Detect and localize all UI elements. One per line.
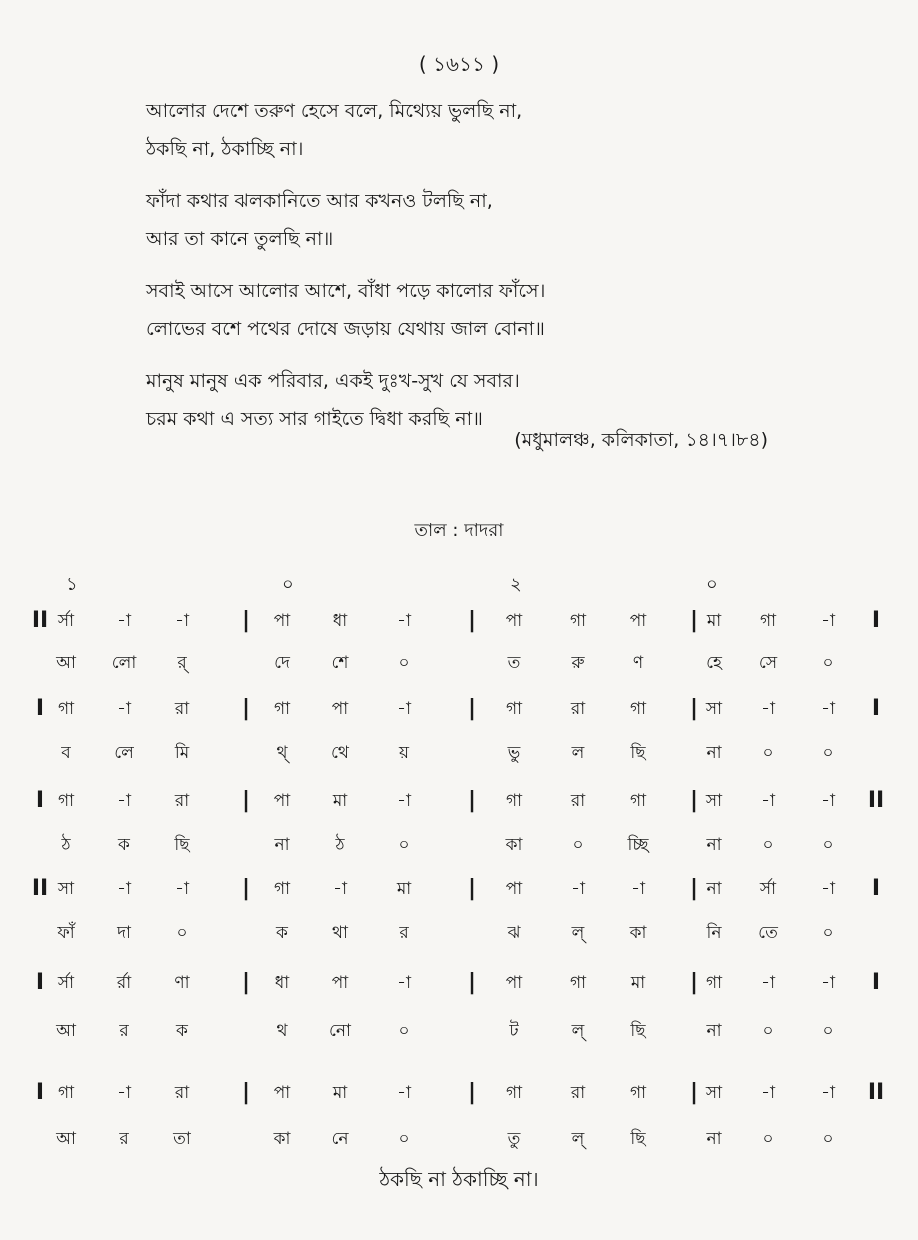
- swara-row: [0, 970, 918, 1000]
- swara-row: [0, 696, 918, 726]
- lyric-syllable: য়: [398, 743, 409, 763]
- bar-divider: |: [689, 788, 699, 813]
- swara-note: মা: [706, 611, 722, 631]
- bar-divider: |: [689, 608, 699, 633]
- swara-note: ণা: [174, 973, 190, 993]
- lyric-syllable: ক: [176, 1021, 188, 1041]
- lyric-syllable: ০: [398, 653, 410, 673]
- bar-divider: |: [467, 970, 477, 995]
- beat-mark: ২: [510, 574, 522, 595]
- swara-note: পা: [273, 1083, 291, 1103]
- bar-start: II: [31, 876, 49, 901]
- lyric-syllable-row: [0, 1018, 918, 1048]
- swara-note: -া: [761, 699, 775, 719]
- lyric-syllable: ০: [398, 1129, 410, 1149]
- swara-note: -া: [761, 973, 775, 993]
- swara-note: পা: [331, 973, 349, 993]
- lyric-syllable: ০: [176, 923, 188, 943]
- lyric-syllable: মি: [174, 743, 190, 763]
- lyric-syllable: থ: [276, 1021, 288, 1041]
- bar-start: I: [35, 696, 45, 721]
- bar-divider: |: [241, 608, 251, 633]
- swara-note: রা: [174, 699, 190, 719]
- swara-note: পা: [505, 879, 523, 899]
- swara-note: পা: [273, 611, 291, 631]
- swara-note: গা: [705, 973, 723, 993]
- swara-note: -া: [117, 879, 131, 899]
- swara-note: -া: [397, 973, 411, 993]
- lyric-syllable-row: [0, 650, 918, 680]
- swara-note: গা: [273, 879, 291, 899]
- swara-row: [0, 788, 918, 818]
- swara-note: -া: [821, 791, 835, 811]
- swara-note: গা: [569, 611, 587, 631]
- bar-end: I: [871, 608, 881, 633]
- beat-marks: [0, 570, 918, 600]
- swara-note: -া: [821, 611, 835, 631]
- lyric-syllable: ছি: [630, 1021, 646, 1041]
- lyric-syllable: ভু: [507, 743, 521, 763]
- swara-note: -া: [117, 699, 131, 719]
- swara-note: -া: [397, 611, 411, 631]
- swara-note: -া: [761, 1083, 775, 1103]
- swara-note: গা: [57, 699, 75, 719]
- swara-note: গা: [629, 1083, 647, 1103]
- swara-note: পা: [629, 611, 647, 631]
- lyric-line: আলোর দেশে তরুণ হেসে বলে, মিথ্যেয় ভুলছি না,: [146, 100, 523, 122]
- source-citation: (মধুমালঞ্চ, কলিকাতা, ১৪।৭।৮৪): [514, 429, 768, 451]
- lyric-syllable: সে: [758, 653, 778, 673]
- bar-end: I: [871, 876, 881, 901]
- swara-note: -া: [821, 1083, 835, 1103]
- bar-divider: |: [689, 970, 699, 995]
- swara-note: গা: [629, 699, 647, 719]
- lyric-syllable: র্: [177, 653, 187, 673]
- lyric-syllable: ঝ: [507, 923, 521, 943]
- lyric-syllable: ব: [61, 743, 71, 763]
- swara-note: -া: [631, 879, 645, 899]
- swara-note: মা: [630, 973, 646, 993]
- lyric-syllable: ক: [276, 923, 288, 943]
- lyric-syllable: ণ: [632, 653, 644, 673]
- lyric-syllable: কা: [505, 835, 523, 855]
- lyric-syllable: শে: [331, 653, 349, 673]
- taal-heading: তাল : দাদরা: [414, 520, 504, 541]
- lyric-syllable: ০: [822, 1021, 834, 1041]
- bar-divider: |: [467, 1080, 477, 1105]
- lyric-syllable: তে: [758, 923, 778, 943]
- stanza-3: [146, 272, 806, 348]
- bar-divider: |: [241, 970, 251, 995]
- bar-divider: |: [689, 1080, 699, 1105]
- swara-note: রা: [570, 699, 586, 719]
- lyric-line: সবাই আসে আলোর আশে, বাঁধা পড়ে কালোর ফাঁসে।: [146, 280, 546, 302]
- lyric-syllable: নি: [706, 923, 722, 943]
- bar-divider: |: [689, 876, 699, 901]
- lyric-syllable: ঠ: [335, 835, 345, 855]
- swara-note: সা: [705, 1083, 723, 1103]
- lyric-syllable: ০: [762, 1129, 774, 1149]
- lyric-syllable: আ: [56, 1129, 76, 1149]
- swara-note: গা: [505, 699, 523, 719]
- coda-line: ঠকছি না ঠকাচ্ছি না।: [379, 1167, 539, 1191]
- lyrics-block: [146, 92, 806, 452]
- swara-note: পা: [331, 699, 349, 719]
- swara-note: -া: [397, 699, 411, 719]
- lyric-syllable: ক: [118, 835, 130, 855]
- lyric-syllable: থে: [331, 743, 349, 763]
- lyric-syllable: ঠ: [61, 835, 71, 855]
- lyric-line: লোভের বশে পথের দোষে জড়ায় যেথায় জাল বোনা॥: [146, 318, 545, 340]
- bar-divider: |: [467, 876, 477, 901]
- beat-mark: ০: [282, 574, 294, 595]
- lyric-syllable: তা: [173, 1129, 191, 1149]
- lyric-syllable: ০: [762, 835, 774, 855]
- lyric-syllable: র: [119, 1021, 129, 1041]
- swara-note: পা: [505, 611, 523, 631]
- lyric-syllable: কা: [273, 1129, 291, 1149]
- bar-start: I: [35, 788, 45, 813]
- swara-note: মা: [396, 879, 412, 899]
- swara-note: -া: [175, 611, 189, 631]
- swara-note: -া: [397, 791, 411, 811]
- lyric-line: চরম কথা এ সত্য সার গাইতে দ্বিধা করছি না॥: [146, 408, 483, 430]
- lyric-syllable: আ: [56, 653, 76, 673]
- lyric-syllable: না: [706, 743, 722, 763]
- lyric-syllable-row: [0, 740, 918, 770]
- swara-note: পা: [273, 791, 291, 811]
- swara-note: -া: [117, 1083, 131, 1103]
- lyric-syllable: ০: [762, 1021, 774, 1041]
- lyric-syllable: লে: [114, 743, 134, 763]
- swara-note: র্সা: [57, 973, 75, 993]
- swara-note: রা: [570, 1083, 586, 1103]
- lyric-syllable: না: [274, 835, 290, 855]
- bar-start: I: [35, 1080, 45, 1105]
- bar-divider: |: [689, 696, 699, 721]
- lyric-syllable: নে: [331, 1129, 349, 1149]
- bar-divider: |: [467, 696, 477, 721]
- swara-row: [0, 1080, 918, 1110]
- lyric-syllable: ০: [398, 1021, 410, 1041]
- lyric-syllable-row: [0, 1126, 918, 1156]
- bar-end: II: [867, 788, 885, 813]
- lyric-syllable: ০: [398, 835, 410, 855]
- lyric-syllable: থ্: [276, 743, 288, 763]
- swara-note: সা: [57, 879, 75, 899]
- bar-end: I: [871, 970, 881, 995]
- lyric-syllable: আ: [56, 1021, 76, 1041]
- swara-row: [0, 608, 918, 638]
- lyric-syllable: ০: [822, 653, 834, 673]
- bar-divider: |: [241, 788, 251, 813]
- stanza-1: [146, 92, 806, 168]
- swara-note: ধা: [332, 611, 348, 631]
- bar-start: I: [35, 970, 45, 995]
- lyric-syllable: ল্: [571, 1021, 585, 1041]
- swara-note: মা: [332, 791, 348, 811]
- swara-note: মা: [332, 1083, 348, 1103]
- beat-mark: ১: [66, 574, 78, 595]
- bar-divider: |: [241, 696, 251, 721]
- lyric-syllable: র: [399, 923, 409, 943]
- lyric-syllable: ফাঁ: [57, 923, 75, 943]
- swara-note: গা: [569, 973, 587, 993]
- bar-divider: |: [241, 876, 251, 901]
- lyric-syllable: না: [706, 835, 722, 855]
- lyric-line: ঠকছি না, ঠকাচ্ছি না।: [146, 138, 304, 160]
- swara-note: -া: [761, 791, 775, 811]
- swara-note: -া: [117, 611, 131, 631]
- lyric-syllable: ছি: [174, 835, 190, 855]
- bar-end: II: [867, 1080, 885, 1105]
- swara-note: রা: [174, 791, 190, 811]
- swara-note: ধা: [274, 973, 290, 993]
- swara-note: -া: [117, 791, 131, 811]
- lyric-syllable: ল্: [571, 923, 585, 943]
- lyric-syllable: ০: [822, 923, 834, 943]
- lyric-syllable: নো: [329, 1021, 351, 1041]
- swara-note: গা: [505, 791, 523, 811]
- lyric-syllable: তু: [507, 1129, 521, 1149]
- lyric-syllable: ছি: [630, 743, 646, 763]
- lyric-syllable: ত: [507, 653, 521, 673]
- swara-note: গা: [273, 699, 291, 719]
- lyric-syllable: থা: [332, 923, 348, 943]
- song-number: ( ১৬১১ ): [418, 52, 500, 76]
- swara-note: র্রা: [116, 973, 132, 993]
- lyric-syllable: ০: [822, 1129, 834, 1149]
- stanza-2: [146, 182, 806, 258]
- bar-divider: |: [467, 608, 477, 633]
- swara-note: -া: [571, 879, 585, 899]
- swara-note: রা: [570, 791, 586, 811]
- beat-mark: ০: [706, 574, 718, 595]
- swara-note: রা: [174, 1083, 190, 1103]
- swara-note: না: [706, 879, 722, 899]
- lyric-syllable: দা: [117, 923, 131, 943]
- swara-note: গা: [505, 1083, 523, 1103]
- swara-note: র্সা: [759, 879, 777, 899]
- lyric-syllable: না: [706, 1021, 722, 1041]
- swara-note: সা: [705, 791, 723, 811]
- swara-row: [0, 876, 918, 906]
- lyric-syllable: ০: [822, 743, 834, 763]
- lyric-syllable: না: [706, 1129, 722, 1149]
- lyric-syllable: ০: [572, 835, 584, 855]
- lyric-syllable-row: [0, 920, 918, 950]
- swara-note: গা: [57, 1083, 75, 1103]
- swara-note: -া: [333, 879, 347, 899]
- swara-note: র্সা: [57, 611, 75, 631]
- lyric-line: মানুষ মানুষ এক পরিবার, একই দুঃখ-সুখ যে সবার।: [146, 370, 520, 392]
- swara-note: সা: [705, 699, 723, 719]
- lyric-syllable: ল্: [571, 1129, 585, 1149]
- bar-divider: |: [467, 788, 477, 813]
- lyric-syllable: ০: [762, 743, 774, 763]
- swara-note: -া: [821, 879, 835, 899]
- lyric-syllable: র: [119, 1129, 129, 1149]
- bar-divider: |: [241, 1080, 251, 1105]
- swara-note: -া: [175, 879, 189, 899]
- swara-note: পা: [505, 973, 523, 993]
- lyric-line: আর তা কানে তুলছি না॥: [146, 228, 334, 250]
- lyric-syllable: কা: [629, 923, 647, 943]
- swara-note: গা: [57, 791, 75, 811]
- bar-end: I: [871, 696, 881, 721]
- lyric-syllable: ল: [571, 743, 585, 763]
- lyric-line: ফাঁদা কথার ঝলকানিতে আর কখনও টলছি না,: [146, 190, 493, 212]
- swara-note: গা: [759, 611, 777, 631]
- lyric-syllable: হে: [706, 653, 722, 673]
- swara-note: -া: [821, 699, 835, 719]
- swara-note: গা: [629, 791, 647, 811]
- swara-note: -া: [821, 973, 835, 993]
- lyric-syllable: লো: [111, 653, 137, 673]
- lyric-syllable: রু: [571, 653, 585, 673]
- lyric-syllable: দে: [274, 653, 290, 673]
- lyric-syllable: ছি: [630, 1129, 646, 1149]
- swara-note: -া: [397, 1083, 411, 1103]
- lyric-syllable: ট: [509, 1021, 519, 1041]
- bar-start: II: [31, 608, 49, 633]
- lyric-syllable: ০: [822, 835, 834, 855]
- lyric-syllable: চ্ছি: [627, 835, 649, 855]
- lyric-syllable-row: [0, 832, 918, 862]
